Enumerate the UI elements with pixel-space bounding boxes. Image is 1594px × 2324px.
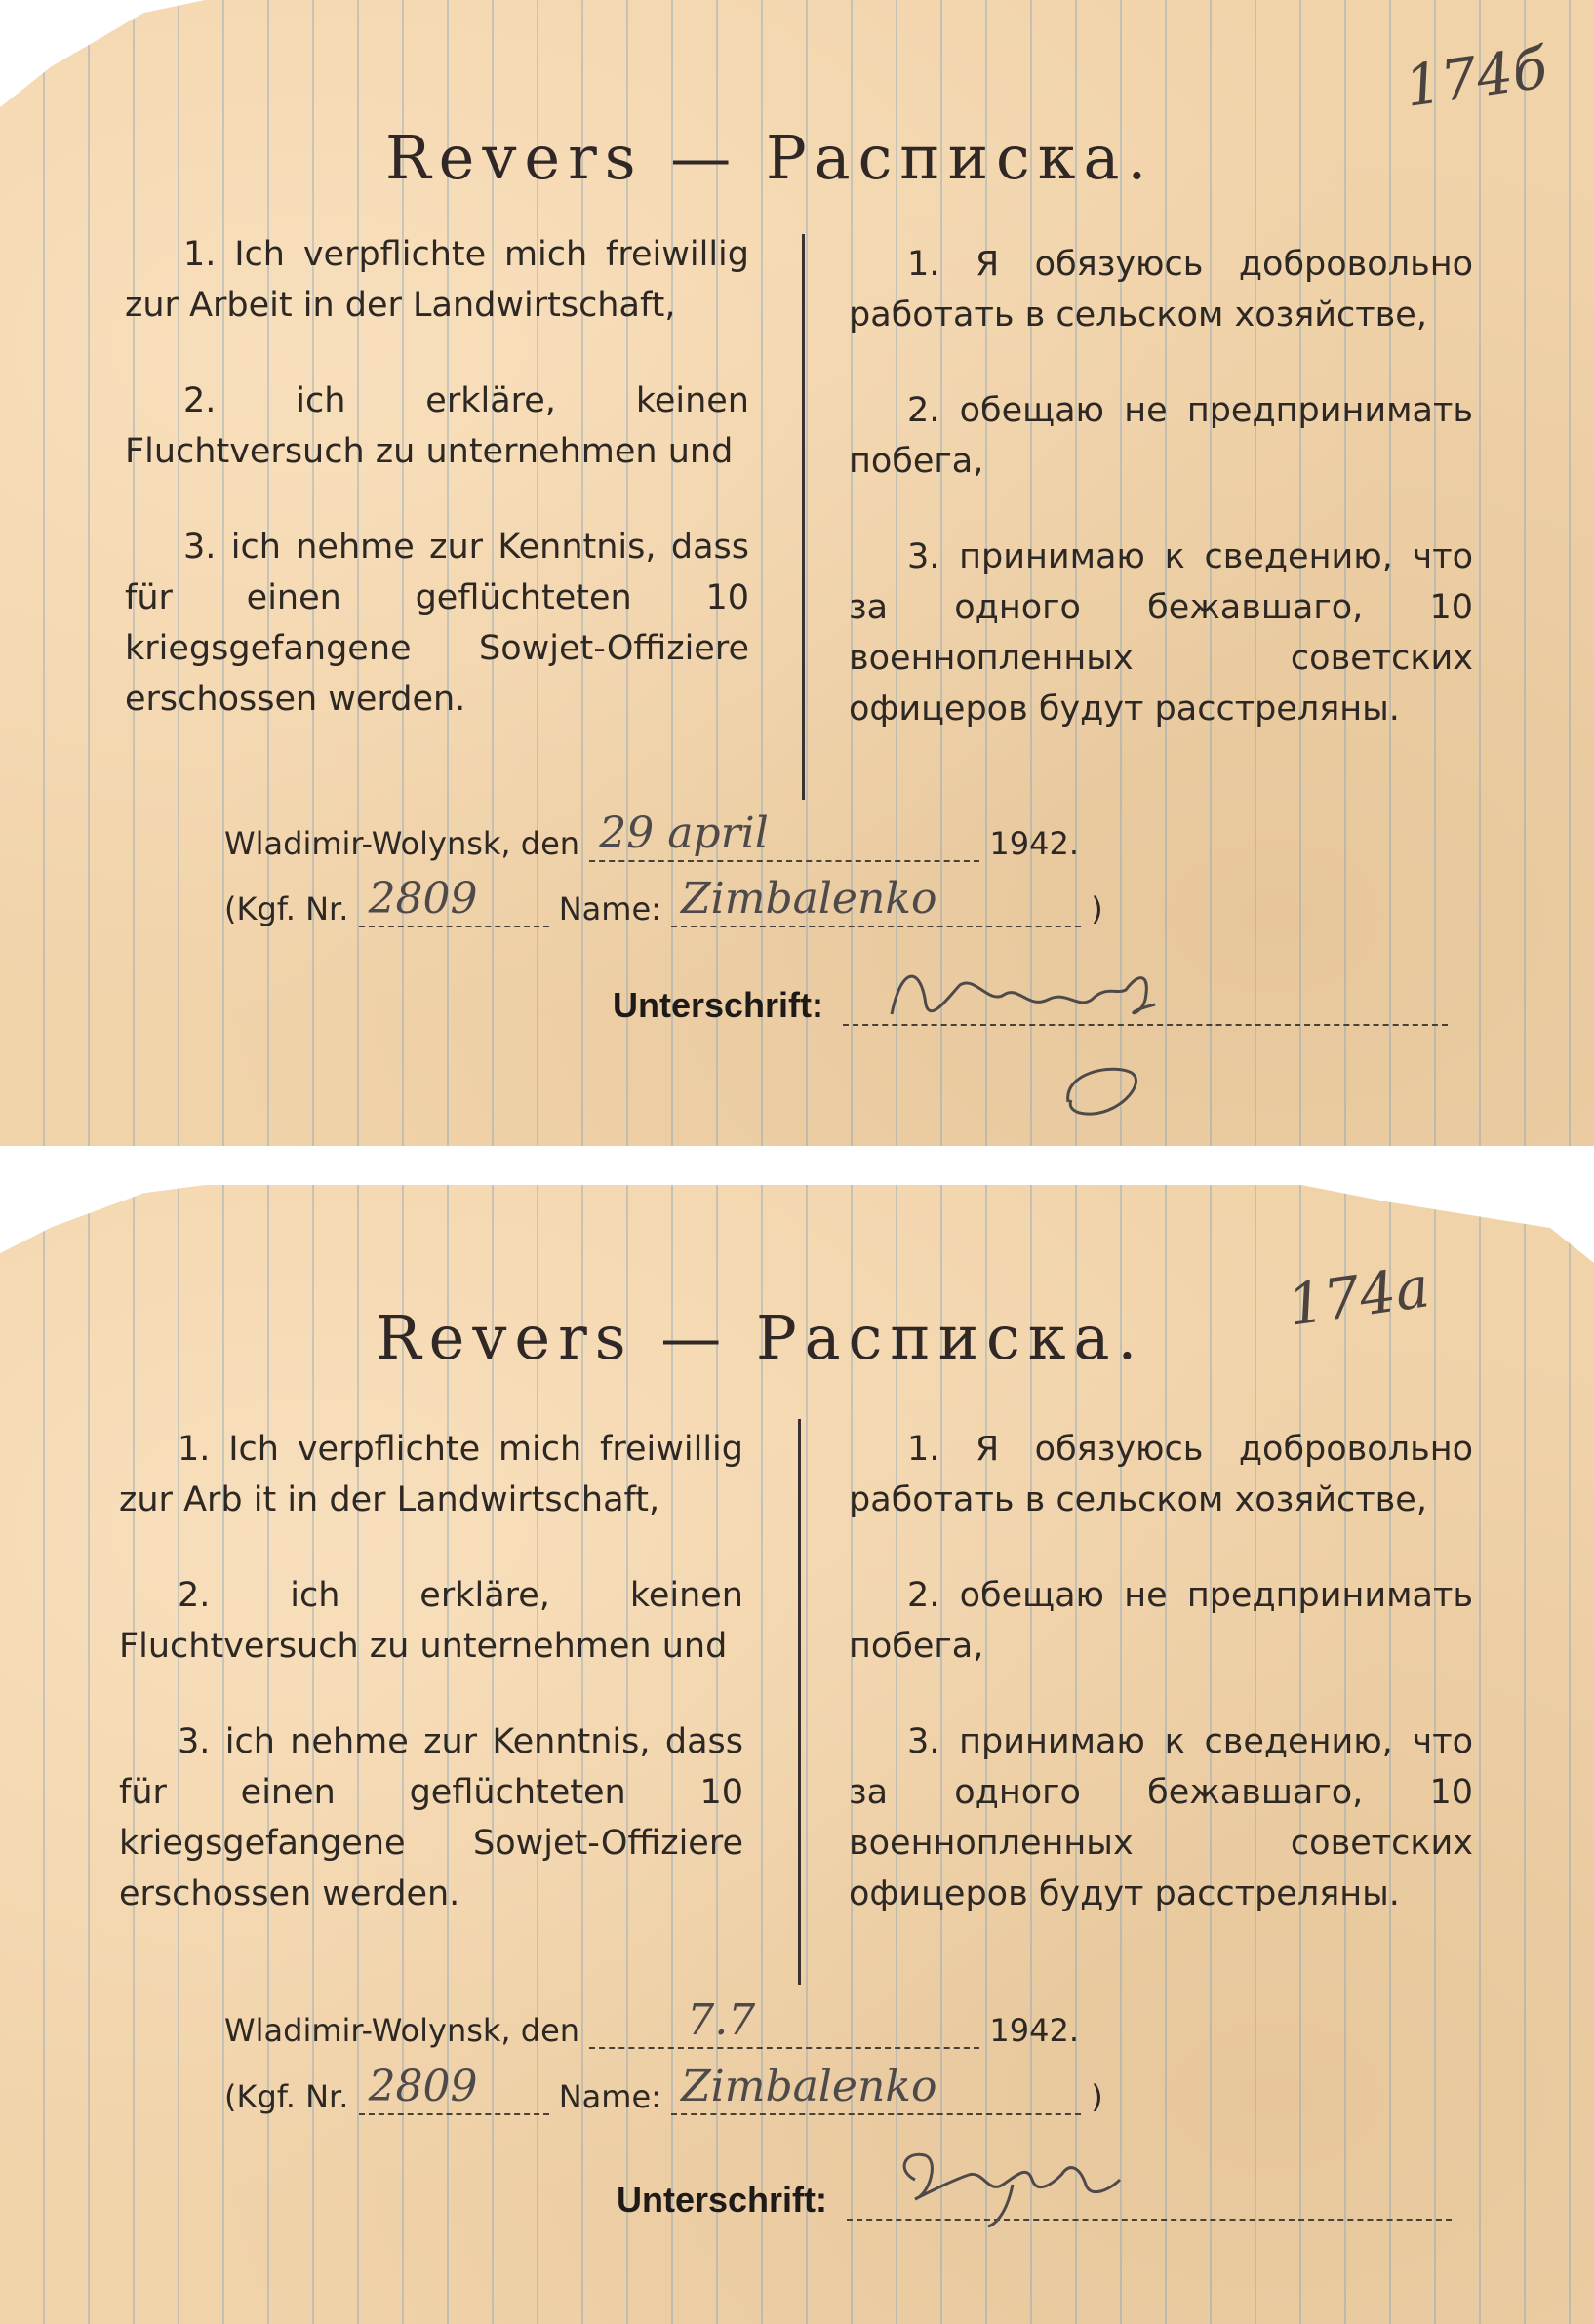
date-field — [589, 1995, 979, 2049]
name-field — [671, 2062, 1081, 2115]
signature-row — [617, 2180, 1452, 2221]
german-clause-2: 2. ich erkläre, keinen Fluchtversuch zu unternehmen und — [119, 1576, 743, 1666]
name-handwritten: Zimbalenko — [681, 2062, 937, 2111]
handwritten-signature — [886, 2141, 1237, 2228]
name-label: Name: — [558, 2078, 661, 2115]
signature-label: Unterschrift: — [617, 2180, 828, 2220]
receipt-sheet-2 — [0, 1185, 1594, 2324]
archive-number: 174б — [1400, 34, 1552, 120]
russian-clause-3: 3. принимаю к сведению, что за одного бежавшаго, 10 военнопленных советских офицеров будут расстреляны. — [849, 537, 1473, 729]
date-handwritten: 29 april — [599, 808, 769, 858]
signature-label: Unterschrift: — [613, 985, 824, 1025]
place-date-row — [224, 1995, 1079, 2049]
document-title: Revers — Расписка. — [376, 1302, 1145, 1373]
kgf-number-field — [359, 2062, 549, 2115]
name-handwritten: Zimbalenko — [681, 874, 937, 924]
german-text-column — [119, 1424, 743, 1964]
column-divider — [802, 234, 805, 800]
russian-clause-1: 1. Я обязуюсь добровольно работать в сельском хозяйстве, — [849, 1430, 1473, 1519]
russian-clause-2: 2. обещаю не предпринимать побега, — [849, 391, 1473, 481]
german-clause-1: 1. Ich verpflichte mich freiwillig zur Arbeit in der Landwirtschaft, — [125, 235, 749, 325]
torn-corner-right — [1301, 1185, 1594, 1263]
german-clause-3: 3. ich nehme zur Kenntnis, dass für einen geflüchteten 10 kriegsgefangene Sowjet-Offiziere erschossen werden. — [119, 1722, 743, 1913]
archive-number: 174a — [1283, 1253, 1434, 1339]
handwritten-signature — [882, 956, 1233, 1034]
handwritten-mark — [1054, 1053, 1161, 1122]
place-date-row — [224, 808, 1079, 862]
kgf-number-field — [359, 874, 549, 927]
place-label: Wladimir-Wolynsk, den — [224, 2012, 580, 2049]
document-title: Revers — Расписка. — [385, 122, 1155, 193]
kgf-number-handwritten: 2809 — [368, 2062, 478, 2111]
kgf-number-handwritten: 2809 — [368, 874, 478, 924]
torn-corner — [0, 1185, 205, 1253]
kgf-label: (Kgf. Nr. — [224, 890, 349, 927]
german-text-column — [125, 229, 749, 769]
signature-row — [613, 985, 1448, 1026]
name-label: Name: — [558, 890, 661, 927]
date-handwritten: 7.7 — [687, 1995, 756, 2045]
date-field — [589, 808, 979, 862]
name-close-paren: ) — [1091, 2078, 1103, 2115]
russian-clause-2: 2. обещаю не предпринимать побега, — [849, 1576, 1473, 1666]
russian-clause-1: 1. Я обязуюсь добровольно работать в сельском хозяйстве, — [849, 245, 1473, 335]
column-divider — [798, 1419, 801, 1985]
kgf-label: (Kgf. Nr. — [224, 2078, 349, 2115]
year-label: 1942. — [989, 825, 1079, 862]
russian-text-column — [849, 239, 1473, 779]
german-clause-1: 1. Ich verpflichte mich freiwillig zur Arb it in der Landwirtschaft, — [119, 1430, 743, 1519]
name-close-paren: ) — [1091, 890, 1103, 927]
russian-text-column — [849, 1424, 1473, 1964]
receipt-sheet-1 — [0, 0, 1594, 1146]
year-label: 1942. — [989, 2012, 1079, 2049]
kgf-name-row — [224, 2062, 1103, 2115]
name-field — [671, 874, 1081, 927]
german-clause-2: 2. ich erkläre, keinen Fluchtversuch zu unternehmen und — [125, 381, 749, 471]
russian-clause-3: 3. принимаю к сведению, что за одного бежавшаго, 10 военнопленных советских офицеров будут расстреляны. — [849, 1722, 1473, 1913]
kgf-name-row — [224, 874, 1103, 927]
german-clause-3: 3. ich nehme zur Kenntnis, dass für einen geflüchteten 10 kriegsgefangene Sowjet-Offiziere erschossen werden. — [125, 528, 749, 719]
place-label: Wladimir-Wolynsk, den — [224, 825, 580, 862]
signature-line — [847, 2180, 1452, 2221]
signature-line — [843, 985, 1448, 1026]
torn-corner — [0, 0, 205, 107]
